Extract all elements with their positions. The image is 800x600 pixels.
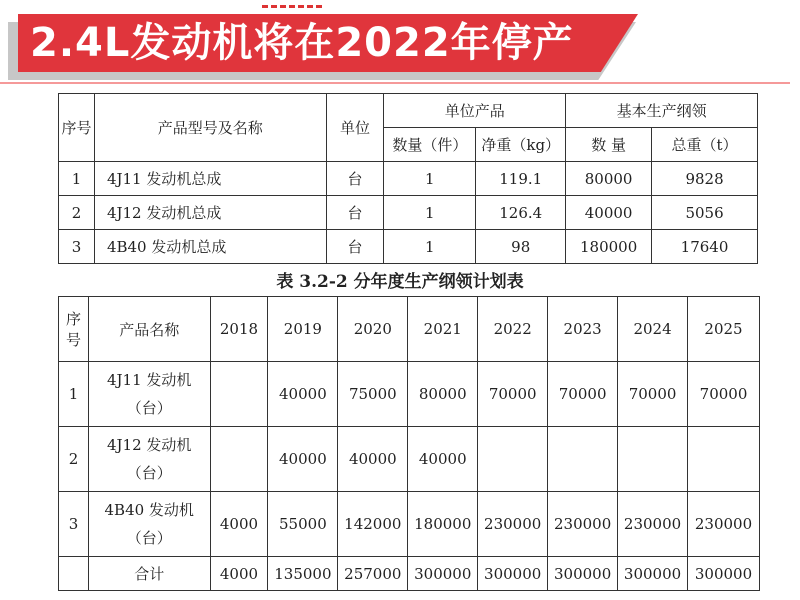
cell-value: 142000 xyxy=(338,492,408,557)
header-product-name: 产品名称 xyxy=(88,297,210,362)
cell-value: 70000 xyxy=(688,362,760,427)
cell-value xyxy=(478,427,548,492)
header-index: 序号 xyxy=(59,94,95,162)
cell-total-value: 300000 xyxy=(618,557,688,591)
cell-value: 40000 xyxy=(338,427,408,492)
cell-total-label: 合计 xyxy=(88,557,210,591)
cell-value: 70000 xyxy=(548,362,618,427)
page-title: 2.4L发动机将在2022年停产 xyxy=(30,20,574,66)
cell-amount: 40000 xyxy=(566,196,652,230)
cell-value: 40000 xyxy=(268,362,338,427)
cell-product: 4J11 发动机总成 xyxy=(94,162,326,196)
header-year: 2020 xyxy=(338,297,408,362)
cell-value: 80000 xyxy=(408,362,478,427)
product-name-line1: 4J12 发动机 xyxy=(107,436,192,454)
cell-total-value: 4000 xyxy=(210,557,268,591)
banner-dash xyxy=(262,5,322,12)
cell-total-value: 300000 xyxy=(688,557,760,591)
header-year: 2021 xyxy=(408,297,478,362)
cell-total-value: 300000 xyxy=(408,557,478,591)
cell-net-weight: 98 xyxy=(476,230,566,264)
cell-unit: 台 xyxy=(326,162,384,196)
header-year: 2019 xyxy=(268,297,338,362)
product-name-line2: （台） xyxy=(126,464,172,482)
cell-product: 4B40 发动机总成 xyxy=(94,230,326,264)
cell-index: 1 xyxy=(59,362,89,427)
cell-index: 2 xyxy=(59,427,89,492)
header-unit: 单位 xyxy=(326,94,384,162)
cell-value: 40000 xyxy=(408,427,478,492)
table-row xyxy=(59,162,758,196)
cell-total-weight: 5056 xyxy=(652,196,758,230)
header-product: 产品型号及名称 xyxy=(94,94,326,162)
cell-value: 180000 xyxy=(408,492,478,557)
product-name-line1: 4J11 发动机 xyxy=(107,371,192,389)
header-year: 2022 xyxy=(478,297,548,362)
cell-product-name xyxy=(88,427,210,492)
header-basic-quota: 基本生产纲领 xyxy=(566,94,758,128)
cell-index: 1 xyxy=(59,162,95,196)
cell-value: 55000 xyxy=(268,492,338,557)
cell-unit: 台 xyxy=(326,230,384,264)
cell-product-name xyxy=(88,362,210,427)
cell-total-weight: 17640 xyxy=(652,230,758,264)
product-name-line2: （台） xyxy=(126,399,172,417)
cell-value: 70000 xyxy=(618,362,688,427)
header-year: 2024 xyxy=(618,297,688,362)
header-year: 2018 xyxy=(210,297,268,362)
cell-value xyxy=(210,362,268,427)
header-total-weight: 总重（t） xyxy=(652,128,758,162)
cell-total-weight: 9828 xyxy=(652,162,758,196)
cell-index: 3 xyxy=(59,492,89,557)
cell-qty: 1 xyxy=(384,196,476,230)
cell-total-value: 257000 xyxy=(338,557,408,591)
total-row xyxy=(59,557,760,591)
cell-value xyxy=(548,427,618,492)
product-name-line1: 4B40 发动机 xyxy=(104,501,194,519)
production-quota-table xyxy=(58,93,758,264)
cell-value: 230000 xyxy=(618,492,688,557)
cell-amount: 180000 xyxy=(566,230,652,264)
table-row xyxy=(59,492,760,557)
product-name-line2: （台） xyxy=(126,529,172,547)
cell-amount: 80000 xyxy=(566,162,652,196)
cell-qty: 1 xyxy=(384,162,476,196)
cell-value: 70000 xyxy=(478,362,548,427)
cell-value xyxy=(210,427,268,492)
header-year: 2023 xyxy=(548,297,618,362)
cell-total-value: 300000 xyxy=(478,557,548,591)
cell-net-weight: 126.4 xyxy=(476,196,566,230)
header-unit-product: 单位产品 xyxy=(384,94,566,128)
cell-value: 40000 xyxy=(268,427,338,492)
header-net-weight: 净重（kg） xyxy=(476,128,566,162)
cell-total-value: 135000 xyxy=(268,557,338,591)
cell-value xyxy=(688,427,760,492)
cell-value: 230000 xyxy=(478,492,548,557)
cell-product: 4J12 发动机总成 xyxy=(94,196,326,230)
cell-index: 2 xyxy=(59,196,95,230)
banner-divider xyxy=(0,82,790,84)
table-caption: 表 3.2-2 分年度生产纲领计划表 xyxy=(276,272,524,292)
table-row xyxy=(59,362,760,427)
annual-production-plan-table xyxy=(58,296,760,591)
cell-net-weight: 119.1 xyxy=(476,162,566,196)
header-banner xyxy=(0,0,800,86)
cell-index: 3 xyxy=(59,230,95,264)
header-amount: 数 量 xyxy=(566,128,652,162)
cell-index xyxy=(59,557,89,591)
cell-value: 75000 xyxy=(338,362,408,427)
cell-product-name xyxy=(88,492,210,557)
cell-total-value: 300000 xyxy=(548,557,618,591)
cell-qty: 1 xyxy=(384,230,476,264)
table-row xyxy=(59,427,760,492)
header-year: 2025 xyxy=(688,297,760,362)
cell-value: 230000 xyxy=(688,492,760,557)
cell-unit: 台 xyxy=(326,196,384,230)
header-index: 序号 xyxy=(59,297,89,362)
header-qty: 数量（件） xyxy=(384,128,476,162)
cell-value: 4000 xyxy=(210,492,268,557)
table-row xyxy=(59,230,758,264)
cell-value: 230000 xyxy=(548,492,618,557)
cell-value xyxy=(618,427,688,492)
table-row xyxy=(59,196,758,230)
